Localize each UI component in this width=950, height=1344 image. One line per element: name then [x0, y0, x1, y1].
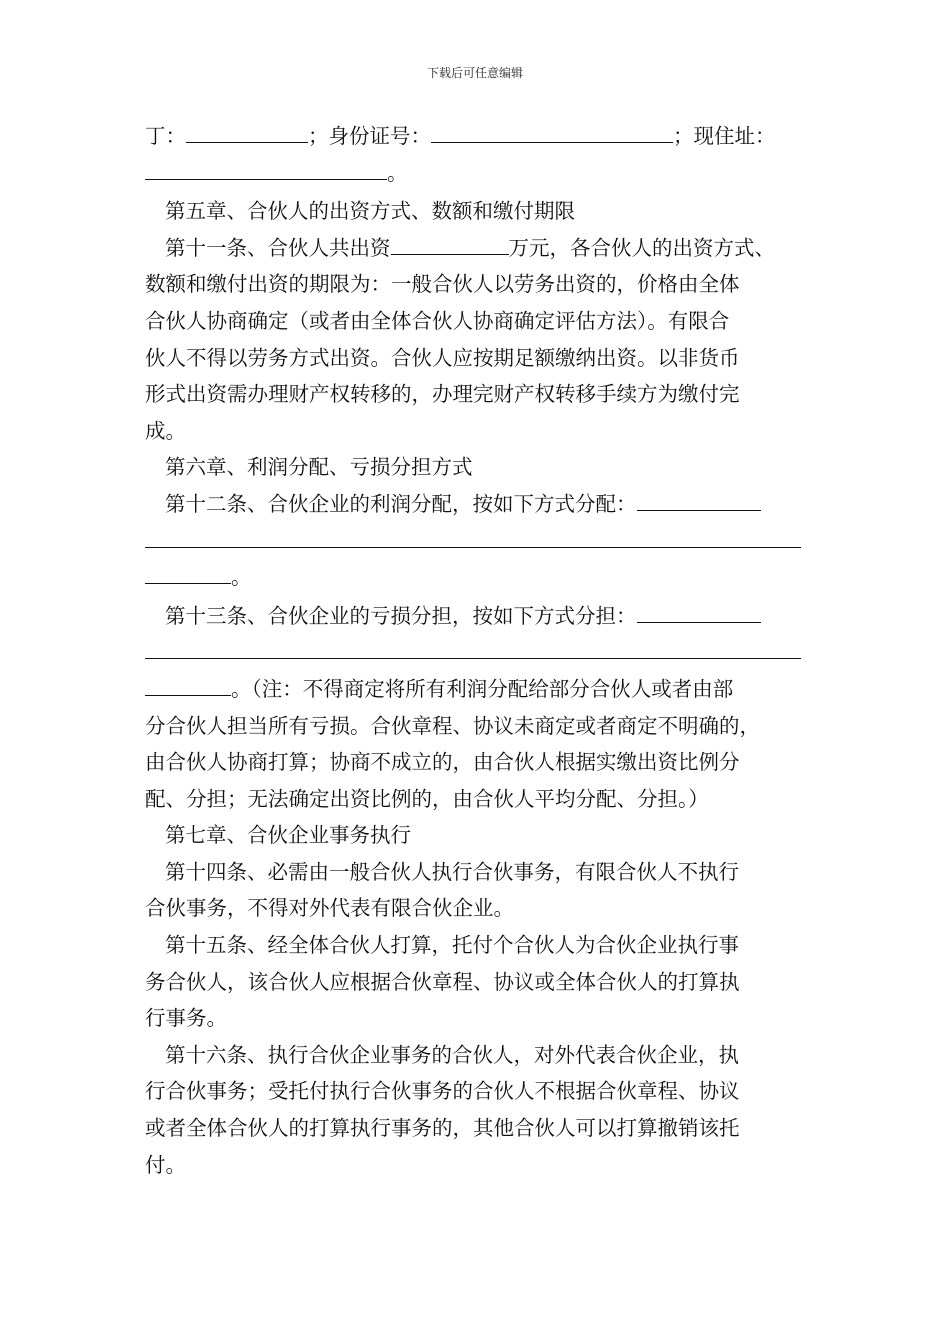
article-11-line [145, 230, 813, 267]
chapter-text: 第七章、合伙企业事务执行 [165, 823, 411, 848]
paragraph-line [145, 708, 813, 745]
text: 行事务。 [145, 1006, 227, 1031]
text: 第十四条、必需由一般合伙人执行合伙事务，有限合伙人不执行 [165, 859, 739, 884]
text: 行合伙事务；受托付执行合伙事务的合伙人不根据合伙章程、协议 [145, 1079, 740, 1104]
text: 合伙人协商确定（或者由全体合伙人协商确定评估方法）。有限合 [145, 308, 730, 333]
article-13-line [145, 598, 813, 635]
paragraph-line [145, 340, 813, 377]
paragraph-line [145, 376, 813, 413]
profit-distribution-blank-3[interactable] [145, 561, 231, 584]
text: 付。 [145, 1152, 186, 1177]
address-blank[interactable] [145, 157, 387, 180]
paragraph-line [145, 1073, 813, 1110]
article-15-line [145, 927, 813, 964]
text: 数额和缴付出资的期限为：一般合伙人以劳务出资的，价格由全体 [145, 272, 740, 297]
address-line [145, 155, 813, 192]
text: 伙人不得以劳务方式出资。合伙人应按期足额缴纳出资。以非货币 [145, 345, 740, 370]
text: 成。 [145, 418, 186, 443]
capital-amount-blank[interactable] [391, 232, 509, 255]
article-12-line [145, 486, 813, 523]
paragraph-line [145, 413, 813, 450]
period: 。 [231, 565, 252, 590]
loss-sharing-blank-3[interactable] [145, 673, 231, 696]
paragraph-line [145, 781, 813, 818]
article-12-text: 第十二条、合伙企业的利润分配，按如下方式分配： [165, 491, 637, 516]
id-number-blank[interactable] [431, 120, 673, 143]
partner-ding-line [145, 118, 813, 155]
article-11-text-before: 第十一条、合伙人共出资 [165, 235, 391, 260]
paragraph-line [145, 744, 813, 781]
text: 第十六条、执行合伙企业事务的合伙人，对外代表合伙企业，执 [165, 1042, 739, 1067]
page-header-note: 下载后可任意编辑 [426, 66, 523, 80]
label-id-number: ；身份证号： [308, 124, 431, 148]
text: 合伙事务，不得对外代表有限合伙企业。 [145, 896, 514, 921]
paragraph-line [145, 890, 813, 927]
text: 由合伙人协商打算；协商不成立的，由合伙人根据实缴出资比例分 [145, 750, 740, 775]
profit-distribution-line-3 [145, 559, 813, 596]
article-11-text-after: 万元，各合伙人的出资方式、 [508, 235, 775, 260]
article-16-line [145, 1037, 813, 1074]
profit-distribution-line-2 [145, 523, 813, 560]
article-13-text: 第十三条、合伙企业的亏损分担，按如下方式分担： [165, 603, 637, 628]
text: 形式出资需办理财产权转移的，办理完财产权转移手续方为缴付完 [145, 382, 740, 407]
paragraph-line [145, 1110, 813, 1147]
paragraph-line [145, 964, 813, 1001]
paragraph-line [145, 1147, 813, 1184]
document-body [145, 118, 813, 1183]
chapter-7-heading [145, 817, 813, 854]
text: 配、分担；无法确定出资比例的，由合伙人平均分配、分担。） [145, 786, 709, 811]
text: 或者全体合伙人的打算执行事务的，其他合伙人可以打算撤销该托 [145, 1116, 740, 1141]
chapter-6-heading [145, 449, 813, 486]
note-text: 。（注：不得商定将所有利润分配给部分合伙人或者由部 [231, 676, 734, 701]
loss-sharing-line-3 [145, 671, 813, 708]
name-blank[interactable] [186, 120, 308, 143]
paragraph-line [145, 1000, 813, 1037]
text: 第十五条、经全体合伙人打算，托付个合伙人为合伙企业执行事 [165, 933, 739, 958]
loss-sharing-blank[interactable] [637, 600, 761, 623]
loss-sharing-line-2 [145, 634, 813, 671]
profit-distribution-blank-2[interactable] [145, 525, 801, 548]
paragraph-line [145, 266, 813, 303]
text: 分合伙人担当所有亏损。合伙章程、协议未商定或者商定不明确的， [145, 713, 760, 738]
label-ding: 丁： [145, 124, 186, 148]
chapter-5-heading [145, 193, 813, 230]
paragraph-line [145, 303, 813, 340]
period: 。 [387, 160, 408, 185]
text: 务合伙人，该合伙人应根据合伙章程、协议或全体合伙人的打算执 [145, 969, 740, 994]
profit-distribution-blank[interactable] [637, 488, 761, 511]
chapter-text: 第六章、利润分配、亏损分担方式 [165, 455, 473, 480]
chapter-text: 第五章、合伙人的出资方式、数额和缴付期限 [165, 199, 575, 224]
label-address: ；现住址： [673, 124, 776, 148]
loss-sharing-blank-2[interactable] [145, 636, 801, 659]
article-14-line [145, 854, 813, 891]
